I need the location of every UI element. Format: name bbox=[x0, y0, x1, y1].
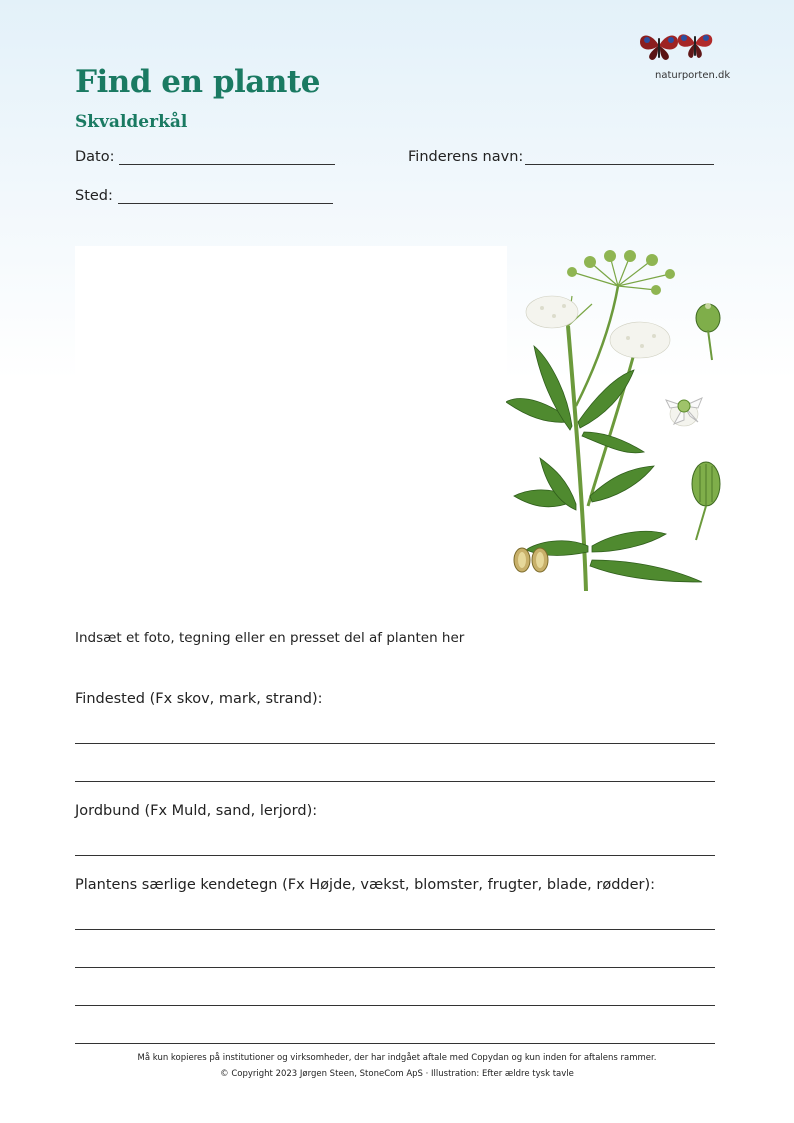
footer-copyright: © Copyright 2023 Jørgen Steen, StoneCom ApS · Illustration: Efter ældre tysk tavle bbox=[220, 1069, 574, 1079]
footer-license: Må kun kopieres på institutioner og virksomheder, der har indgået aftale med Copydan og kun inden for aftalens rammer. bbox=[137, 1053, 657, 1063]
kendetegn-line-1[interactable] bbox=[75, 929, 715, 930]
findested-line-1[interactable] bbox=[75, 743, 715, 744]
kendetegn-line-3[interactable] bbox=[75, 1005, 715, 1006]
kendetegn-line-2[interactable] bbox=[75, 967, 715, 968]
page-title: Find en plante bbox=[75, 64, 320, 100]
place-field[interactable] bbox=[118, 203, 333, 204]
finder-name-label: Finderens navn: bbox=[408, 149, 524, 165]
findested-label: Findested (Fx skov, mark, strand): bbox=[75, 691, 323, 707]
photo-area[interactable] bbox=[75, 246, 507, 596]
kendetegn-line-4[interactable] bbox=[75, 1043, 715, 1044]
page-subtitle: Skvalderkål bbox=[75, 112, 188, 132]
jordbund-line-1[interactable] bbox=[75, 855, 715, 856]
date-label: Dato: bbox=[75, 149, 115, 165]
finder-name-field[interactable] bbox=[525, 164, 714, 165]
place-label: Sted: bbox=[75, 188, 113, 204]
jordbund-label: Jordbund (Fx Muld, sand, lerjord): bbox=[75, 803, 318, 819]
kendetegn-label: Plantens særlige kendetegn (Fx Højde, vækst, blomster, frugter, blade, rødder): bbox=[75, 877, 656, 893]
butterfly-icon bbox=[636, 26, 718, 62]
date-field[interactable] bbox=[119, 164, 335, 165]
brand-label: naturporten.dk bbox=[655, 70, 731, 81]
photo-hint: Indsæt et foto, tegning eller en presset del af planten her bbox=[75, 630, 465, 646]
plant-illustration bbox=[506, 246, 736, 596]
findested-line-2[interactable] bbox=[75, 781, 715, 782]
